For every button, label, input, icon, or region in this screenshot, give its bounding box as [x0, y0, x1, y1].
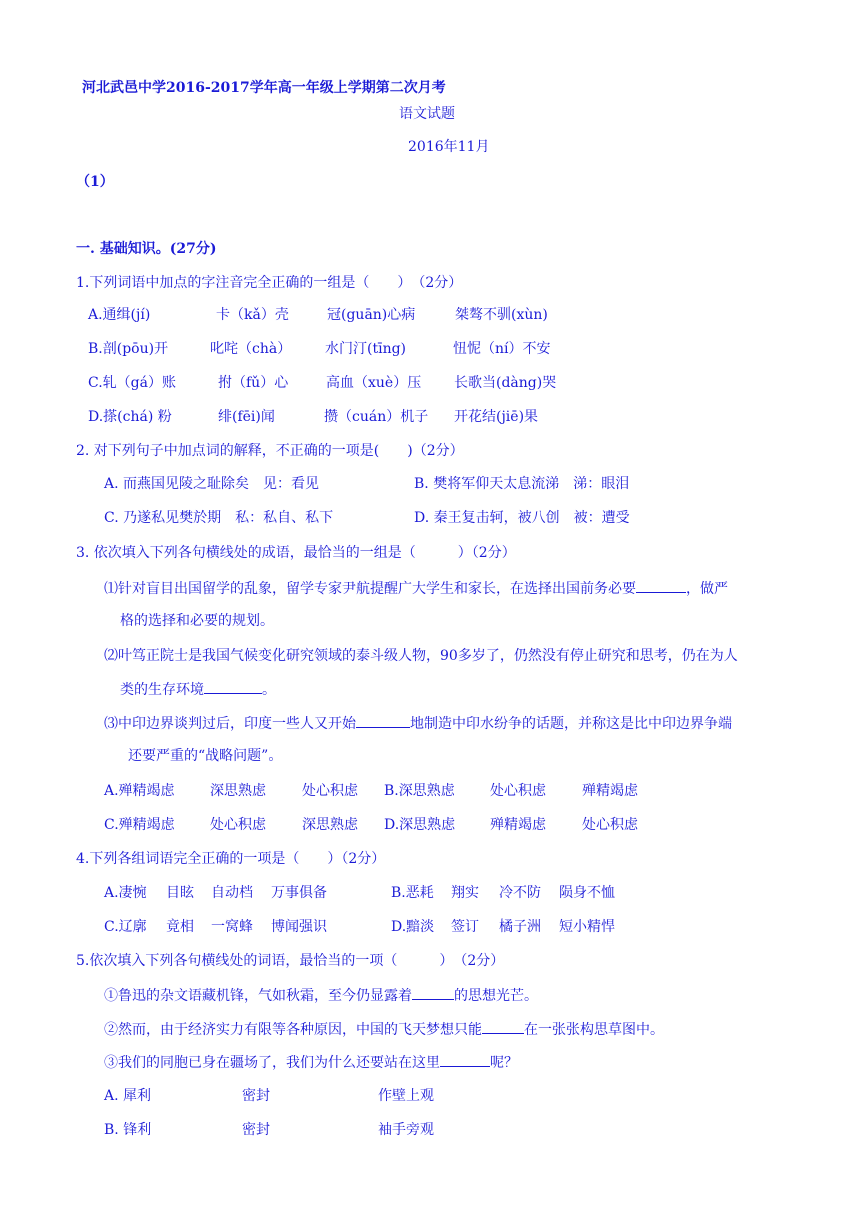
q4-c-4: 博闻强识	[271, 919, 327, 935]
q5-s3-tail: 呢？	[490, 1055, 518, 1071]
q3-a-1: A.殚精竭虑	[104, 783, 175, 799]
q1-c-2: 拊（fǔ）心	[218, 375, 289, 391]
q4-c-3: 一窝蜂	[211, 919, 253, 935]
q3-sentence-2: ⑵叶笃正院士是我国气候变化研究领域的泰斗级人物，90多岁了，仍然没有停止研究和思考，仍在为人	[104, 648, 738, 664]
q1-d-2: 绯(fēi)闻	[218, 409, 275, 425]
q4-a-4: 万事俱备	[271, 885, 327, 901]
q3-sentence-2-cont	[120, 679, 276, 700]
q5-option-b	[104, 1120, 434, 1140]
q5-stem: 5.依次填入下列各句横线处的词语，最恰当的一项（ ） （2分）	[76, 953, 505, 969]
q1-d-1: D.搽(chá) 粉	[88, 409, 172, 425]
q1-a-1: A.通缉(jí)	[88, 307, 151, 323]
q5-sentence-1	[104, 985, 538, 1006]
q4-c-2: 竟相	[166, 919, 194, 935]
answer-blank	[356, 713, 410, 728]
q5-s2-text: ②然而，由于经济实力有限等各种原因，中国的飞天梦想只能	[104, 1022, 482, 1038]
q4-b-2: 翔实	[451, 885, 479, 901]
part-label: （1）	[76, 174, 114, 190]
q3-c-1: C.殚精竭虑	[104, 817, 175, 833]
q4-options-ab	[104, 883, 615, 903]
q1-option-a	[88, 305, 548, 325]
q4-d-1: D.黯淡	[391, 919, 435, 935]
q3-sentence-3-cont: 还要严重的“战略问题”。	[128, 748, 283, 764]
q3-b-3: 殚精竭虑	[582, 783, 638, 799]
q4-b-3: 冷不防	[499, 885, 541, 901]
q5-s1-tail: 的思想光芒。	[454, 988, 538, 1004]
q1-d-4: 开花结(jiē)果	[454, 409, 539, 425]
section-heading: 一. 基础知识。(27分)	[76, 241, 217, 257]
exam-date: 2016年11月	[408, 139, 490, 155]
q1-b-4: 忸怩（ní）不安	[453, 341, 551, 357]
q5-a-2: 密封	[242, 1088, 270, 1104]
q3-d-3: 处心积虑	[582, 817, 638, 833]
answer-blank	[636, 578, 686, 593]
q2-option-d: D. 秦王复击轲，被八创 被：遭受	[414, 510, 630, 526]
q5-b-3: 袖手旁观	[378, 1122, 434, 1138]
q4-stem: 4.下列各组词语完全正确的一项是（ ）（2分）	[76, 851, 386, 867]
q3-s2-text: 类的生存环境	[120, 682, 204, 698]
q1-b-2: 叱咤（chà）	[210, 341, 292, 357]
answer-blank	[482, 1019, 524, 1034]
q5-s1-text: ①鲁迅的杂文语藏机锋，气如秋霜，至今仍显露着	[104, 988, 412, 1004]
q1-c-3: 高血（xuè）压	[326, 375, 422, 391]
q2-option-b: B. 樊将军仰天太息流涕 涕：眼泪	[414, 476, 630, 492]
q1-option-c	[88, 373, 556, 393]
q1-d-3: 攒（cuán）机子	[324, 409, 429, 425]
q5-option-a	[104, 1086, 434, 1106]
q5-sentence-3	[104, 1052, 518, 1073]
q5-s3-text: ③我们的同胞已身在疆场了，我们为什么还要站在这里	[104, 1055, 440, 1071]
q3-s3-text: ⑶中印边界谈判过后，印度一些人又开始	[104, 716, 356, 732]
q3-d-1: D.深思熟虑	[384, 817, 456, 833]
q4-a-3: 自动档	[211, 885, 253, 901]
q4-a-2: 目眩	[166, 885, 194, 901]
q2-option-a: A. 而燕国见陵之耻除矣 见：看见	[104, 476, 320, 492]
q5-s2-tail: 在一张张构思草图中。	[524, 1022, 664, 1038]
q1-stem: 1.下列词语中加点的字注音完全正确的一组是（ ） （2分）	[76, 275, 463, 291]
q3-sentence-1-cont: 格的选择和必要的规划。	[120, 613, 274, 629]
q3-b-2: 处心积虑	[490, 783, 546, 799]
q4-b-1: B.恶耗	[391, 885, 434, 901]
q1-c-1: C.轧（gá）账	[88, 375, 176, 391]
q4-c-1: C.辽廓	[104, 919, 147, 935]
q1-a-3: 冠(guān)心病	[327, 307, 416, 323]
q5-b-2: 密封	[242, 1122, 270, 1138]
exam-subtitle: 语文试题	[399, 106, 455, 122]
q5-a-1: A. 犀利	[104, 1088, 152, 1104]
q3-stem: 3. 依次填入下列各句横线处的成语，最恰当的一组是（ ）（2分）	[76, 545, 516, 561]
q3-a-3: 处心积虑	[302, 783, 358, 799]
q4-d-2: 签订	[451, 919, 479, 935]
q1-c-4: 长歌当(dàng)哭	[454, 375, 557, 391]
q5-b-1: B. 锋利	[104, 1122, 152, 1138]
q2-option-c: C. 乃遂私见樊於期 私：私自、私下	[104, 510, 334, 526]
q3-options-ab	[104, 781, 638, 801]
q3-s1-tail: ，做严	[686, 581, 728, 597]
q4-b-4: 陨身不恤	[559, 885, 615, 901]
answer-blank	[204, 679, 262, 694]
q1-b-3: 水门汀(tīng)	[325, 341, 407, 357]
q1-b-1: B.剖(pōu)开	[88, 341, 169, 357]
q4-options-cd	[104, 917, 615, 937]
q5-a-3: 作壁上观	[378, 1088, 434, 1104]
answer-blank	[440, 1052, 490, 1067]
q3-s3-tail: 地制造中印水纷争的话题，并称这是比中印边界争端	[410, 716, 732, 732]
q3-c-3: 深思熟虑	[302, 817, 358, 833]
q2-stem: 2. 对下列句子中加点词的解释，不正确的一项是( )（2分）	[76, 443, 464, 459]
q1-a-2: 卡（kǎ）壳	[216, 307, 289, 323]
q3-d-2: 殚精竭虑	[490, 817, 546, 833]
q5-sentence-2	[104, 1019, 664, 1040]
q3-sentence-1	[104, 578, 728, 599]
q3-sentence-3	[104, 713, 732, 734]
q3-options-cd	[104, 815, 638, 835]
q3-s2-tail: 。	[262, 682, 276, 698]
q1-a-4: 桀骜不驯(xùn)	[455, 307, 548, 323]
q3-b-1: B.深思熟虑	[384, 783, 455, 799]
q4-d-3: 橘子洲	[499, 919, 541, 935]
q3-s1-text: ⑴针对盲目出国留学的乱象，留学专家尹航提醒广大学生和家长，在选择出国前务必要	[104, 581, 636, 597]
q3-c-2: 处心积虑	[210, 817, 266, 833]
q4-d-4: 短小精悍	[559, 919, 615, 935]
q4-a-1: A.凄惋	[104, 885, 147, 901]
answer-blank	[412, 985, 454, 1000]
exam-title: 河北武邑中学2016-2017学年高一年级上学期第二次月考	[82, 80, 446, 96]
q3-a-2: 深思熟虑	[210, 783, 266, 799]
q1-option-d	[88, 407, 538, 427]
q1-option-b	[88, 339, 551, 359]
